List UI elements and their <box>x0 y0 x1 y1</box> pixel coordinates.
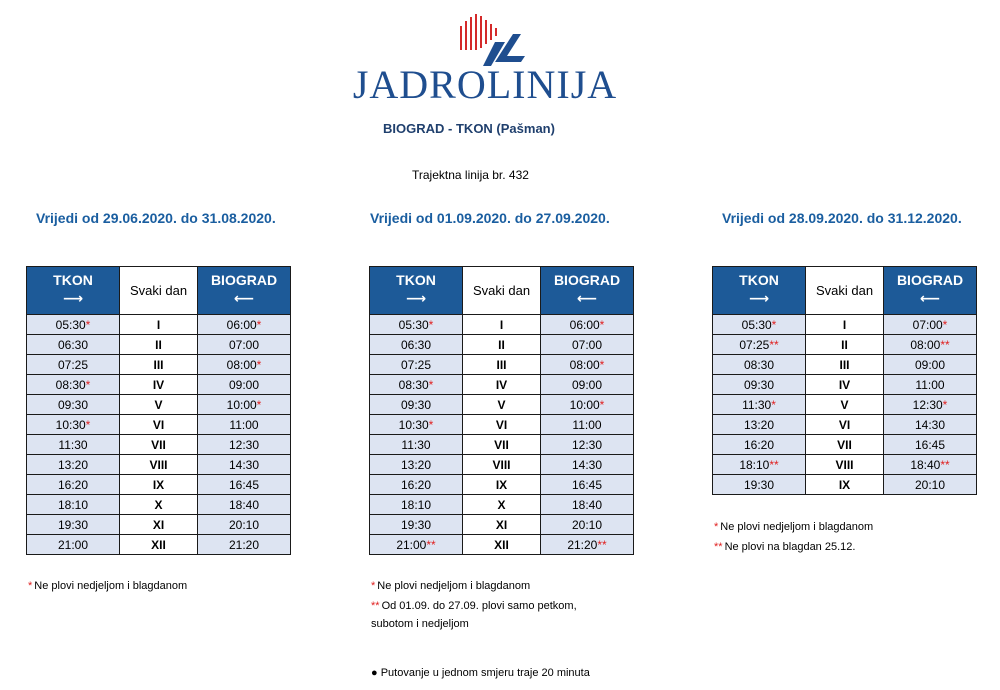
biograd-departure <box>198 515 291 535</box>
departure-number: VII <box>806 435 884 455</box>
biograd-departure <box>541 395 634 415</box>
table-row <box>713 435 977 455</box>
time-value: 09:30 <box>743 377 775 392</box>
table-row <box>27 455 291 475</box>
footnote-mark: ** <box>426 537 436 552</box>
arrow-left-icon: ⟵ <box>576 290 598 306</box>
header-tkon-label: TKON <box>396 272 436 288</box>
tkon-departure <box>713 375 806 395</box>
header-biograd-label: BIOGRAD <box>553 272 621 288</box>
table-row <box>713 335 977 355</box>
departure-number: VI <box>463 415 541 435</box>
footnote-mark: ** <box>371 600 380 612</box>
table-row <box>27 375 291 395</box>
time-value: 13:20 <box>743 417 775 432</box>
time-value: 05:30 <box>741 317 772 332</box>
footnote <box>714 518 974 536</box>
time-value: 21:00 <box>57 537 89 552</box>
table-row <box>370 495 634 515</box>
bullet-icon: ● <box>371 667 378 679</box>
departure-number: VI <box>120 415 198 435</box>
time-value: 20:10 <box>571 517 603 532</box>
tkon-departure <box>27 475 120 495</box>
footnote-mark: * <box>599 397 605 412</box>
departure-number: II <box>120 335 198 355</box>
time-value: 19:30 <box>743 477 775 492</box>
biograd-departure <box>884 355 977 375</box>
footnote-mark: ** <box>940 337 950 352</box>
time-value: 18:10 <box>57 497 89 512</box>
tkon-departure <box>27 415 120 435</box>
travel-time-text: Putovanje u jednom smjeru traje 20 minuta <box>380 667 590 679</box>
time-value: 13:20 <box>57 457 89 472</box>
time-value: 11:00 <box>229 417 259 432</box>
departure-number: II <box>463 335 541 355</box>
time-value: 19:30 <box>57 517 89 532</box>
biograd-departure <box>541 495 634 515</box>
time-value: 09:00 <box>914 357 946 372</box>
tkon-departure <box>370 475 463 495</box>
table-row <box>370 535 634 555</box>
validity-title: Vrijedi od 28.09.2020. do 31.12.2020. <box>722 210 962 226</box>
time-value: 12:30 <box>912 397 943 412</box>
table-row <box>713 415 977 435</box>
time-value: 11:30 <box>742 397 772 412</box>
tkon-departure <box>27 515 120 535</box>
time-value: 18:10 <box>739 457 770 472</box>
biograd-departure <box>541 535 634 555</box>
departure-number: XII <box>463 535 541 555</box>
arrow-left-icon: ⟵ <box>233 290 255 306</box>
time-value: 07:00 <box>912 317 943 332</box>
departure-number: III <box>120 355 198 375</box>
departure-number: XI <box>463 515 541 535</box>
tkon-departure <box>370 455 463 475</box>
departure-number: IX <box>806 475 884 495</box>
biograd-departure <box>198 415 291 435</box>
table-row <box>27 435 291 455</box>
time-value: 09:00 <box>571 377 603 392</box>
biograd-departure <box>198 355 291 375</box>
footnote-mark: * <box>85 317 91 332</box>
time-value: 07:25 <box>739 337 770 352</box>
tkon-departure <box>27 455 120 475</box>
time-value: 06:00 <box>569 317 600 332</box>
time-value: 05:30 <box>55 317 86 332</box>
table-row <box>370 435 634 455</box>
tkon-departure <box>713 415 806 435</box>
time-value: 08:30 <box>398 377 429 392</box>
footnote-mark: * <box>256 397 262 412</box>
time-value: 08:00 <box>226 357 257 372</box>
table-row <box>713 375 977 395</box>
biograd-departure <box>541 315 634 335</box>
time-value: 14:30 <box>571 457 603 472</box>
departure-number: IV <box>463 375 541 395</box>
table-row <box>370 315 634 335</box>
time-value: 07:25 <box>400 357 432 372</box>
header-svaki-dan: Svaki dan <box>806 267 884 315</box>
biograd-departure <box>198 495 291 515</box>
timetable <box>369 266 634 555</box>
footnote <box>714 538 974 556</box>
tkon-departure <box>27 535 120 555</box>
table-row <box>713 395 977 415</box>
tkon-departure <box>713 355 806 375</box>
departure-number: IV <box>120 375 198 395</box>
time-value: 14:30 <box>914 417 946 432</box>
time-value: 09:30 <box>57 397 89 412</box>
time-value: 19:30 <box>400 517 432 532</box>
tkon-departure <box>713 395 806 415</box>
footnote-mark: * <box>942 397 948 412</box>
biograd-departure <box>541 375 634 395</box>
biograd-departure <box>541 455 634 475</box>
departure-number: XII <box>120 535 198 555</box>
departure-number: V <box>463 395 541 415</box>
biograd-departure <box>198 375 291 395</box>
table-row <box>27 475 291 495</box>
header-row <box>370 267 634 315</box>
biograd-departure <box>198 395 291 415</box>
footnote-mark: ** <box>940 457 950 472</box>
tkon-departure <box>370 395 463 415</box>
departure-number: IX <box>463 475 541 495</box>
time-value: 08:30 <box>55 377 86 392</box>
time-value: 18:40 <box>228 497 260 512</box>
tkon-departure <box>370 315 463 335</box>
tkon-departure <box>370 495 463 515</box>
header-tkon <box>370 267 463 315</box>
time-value: 11:00 <box>915 377 945 392</box>
biograd-departure <box>198 455 291 475</box>
biograd-departure <box>541 335 634 355</box>
time-value: 11:30 <box>401 437 431 452</box>
tkon-departure <box>370 415 463 435</box>
tkon-departure <box>713 455 806 475</box>
departure-number: X <box>120 495 198 515</box>
footnote-mark: * <box>256 317 262 332</box>
departure-number: I <box>806 315 884 335</box>
tkon-departure <box>27 435 120 455</box>
footnotes <box>371 577 616 635</box>
footnote-mark: ** <box>597 537 607 552</box>
footnote-mark: ** <box>769 337 779 352</box>
departure-number: IV <box>806 375 884 395</box>
table-row <box>27 355 291 375</box>
time-value: 16:20 <box>57 477 89 492</box>
time-value: 20:10 <box>914 477 946 492</box>
footnote-mark: ** <box>714 541 723 553</box>
footnote-mark: * <box>256 357 262 372</box>
departure-number: I <box>463 315 541 335</box>
footnote-text: Od 01.09. do 27.09. plovi samo petkom, subotom i nedjeljom <box>371 600 577 630</box>
time-value: 14:30 <box>228 457 260 472</box>
validity-title: Vrijedi od 01.09.2020. do 27.09.2020. <box>370 210 610 226</box>
header-biograd <box>541 267 634 315</box>
tkon-departure <box>713 315 806 335</box>
table-row <box>27 395 291 415</box>
table-row <box>27 515 291 535</box>
time-value: 12:30 <box>571 437 603 452</box>
tkon-departure <box>713 435 806 455</box>
biograd-departure <box>198 435 291 455</box>
time-value: 07:25 <box>57 357 89 372</box>
footnote-mark: * <box>942 317 948 332</box>
timetable <box>26 266 291 555</box>
header-svaki-dan: Svaki dan <box>120 267 198 315</box>
time-value: 09:00 <box>228 377 260 392</box>
travel-time-note <box>371 664 590 682</box>
time-value: 05:30 <box>398 317 429 332</box>
table-row <box>27 415 291 435</box>
time-value: 12:30 <box>228 437 260 452</box>
header-biograd <box>198 267 291 315</box>
biograd-departure <box>884 335 977 355</box>
time-value: 07:00 <box>571 337 603 352</box>
arrow-right-icon: ⟶ <box>405 290 427 306</box>
departure-number: I <box>120 315 198 335</box>
header-row <box>713 267 977 315</box>
departure-number: VIII <box>806 455 884 475</box>
departure-number: VI <box>806 415 884 435</box>
tkon-departure <box>370 515 463 535</box>
biograd-departure <box>884 375 977 395</box>
biograd-departure <box>884 395 977 415</box>
line-label: Trajektna linija br. 432 <box>412 168 529 182</box>
time-value: 06:00 <box>226 317 257 332</box>
time-value: 08:30 <box>743 357 775 372</box>
footnote-mark: * <box>371 580 376 592</box>
table-row <box>370 515 634 535</box>
tkon-departure <box>27 375 120 395</box>
tkon-departure <box>27 335 120 355</box>
footnote-mark: * <box>771 317 777 332</box>
footnote-text: Ne plovi nedjeljom i blagdanom <box>34 580 188 592</box>
departure-number: VII <box>120 435 198 455</box>
route-title: BIOGRAD - TKON (Pašman) <box>383 121 555 136</box>
header-svaki-dan: Svaki dan <box>463 267 541 315</box>
arrow-left-icon: ⟵ <box>919 290 941 306</box>
footnotes <box>28 577 328 597</box>
footnote-mark: * <box>428 417 434 432</box>
table-row <box>370 375 634 395</box>
time-value: 18:40 <box>571 497 603 512</box>
time-value: 08:00 <box>569 357 600 372</box>
biograd-departure <box>884 475 977 495</box>
footnote-mark: * <box>28 580 33 592</box>
departure-number: III <box>463 355 541 375</box>
tkon-departure <box>713 335 806 355</box>
biograd-departure <box>198 315 291 335</box>
biograd-departure <box>541 475 634 495</box>
time-value: 10:30 <box>398 417 429 432</box>
header-tkon <box>27 267 120 315</box>
time-value: 16:45 <box>914 437 946 452</box>
header-biograd <box>884 267 977 315</box>
tkon-departure <box>370 435 463 455</box>
table-row <box>27 535 291 555</box>
table-row <box>370 355 634 375</box>
header-row <box>27 267 291 315</box>
departure-number: IX <box>120 475 198 495</box>
header-tkon-label: TKON <box>739 272 779 288</box>
biograd-departure <box>884 415 977 435</box>
validity-title: Vrijedi od 29.06.2020. do 31.08.2020. <box>36 210 276 226</box>
jadrolinija-logo <box>345 12 625 104</box>
logo-wordmark: JADROLINIJA <box>352 62 618 104</box>
footnote-mark: * <box>428 377 434 392</box>
table-row <box>370 395 634 415</box>
table-row <box>27 335 291 355</box>
biograd-departure <box>541 515 634 535</box>
tkon-departure <box>27 495 120 515</box>
time-value: 16:20 <box>743 437 775 452</box>
time-value: 10:00 <box>226 397 257 412</box>
footnote-mark: * <box>428 317 434 332</box>
footnote-text: Ne plovi nedjeljom i blagdanom <box>377 580 531 592</box>
footnote-mark: * <box>714 521 719 533</box>
tkon-departure <box>370 335 463 355</box>
time-value: 06:30 <box>57 337 89 352</box>
table-row <box>713 315 977 335</box>
time-value: 08:00 <box>910 337 941 352</box>
table-row <box>370 415 634 435</box>
tkon-departure <box>27 315 120 335</box>
departure-number: VII <box>463 435 541 455</box>
logo-emblem-icon <box>461 14 525 66</box>
time-value: 18:40 <box>910 457 941 472</box>
footnote-mark: ** <box>769 457 779 472</box>
footnote-mark: * <box>85 377 91 392</box>
biograd-departure <box>884 455 977 475</box>
table-row <box>27 315 291 335</box>
departure-number: X <box>463 495 541 515</box>
footnote <box>371 577 616 595</box>
time-value: 06:30 <box>400 337 432 352</box>
header-biograd-label: BIOGRAD <box>210 272 278 288</box>
footnote-text: Ne plovi nedjeljom i blagdanom <box>720 521 874 533</box>
footnote-text: Ne plovi na blagdan 25.12. <box>724 541 856 553</box>
table-row <box>27 495 291 515</box>
time-value: 07:00 <box>228 337 260 352</box>
header-tkon <box>713 267 806 315</box>
footnote-mark: * <box>771 397 776 412</box>
biograd-departure <box>884 435 977 455</box>
tkon-departure <box>370 355 463 375</box>
time-value: 21:20 <box>567 537 598 552</box>
footnote-mark: * <box>599 317 605 332</box>
table-row <box>370 335 634 355</box>
departure-number: V <box>806 395 884 415</box>
departure-number: XI <box>120 515 198 535</box>
departure-number: VIII <box>120 455 198 475</box>
time-value: 20:10 <box>228 517 260 532</box>
time-value: 11:00 <box>572 417 602 432</box>
arrow-right-icon: ⟶ <box>748 290 770 306</box>
time-value: 10:00 <box>569 397 600 412</box>
biograd-departure <box>541 435 634 455</box>
biograd-departure <box>541 415 634 435</box>
footnote-mark: * <box>599 357 605 372</box>
timetable <box>712 266 977 495</box>
biograd-departure <box>198 335 291 355</box>
time-value: 16:45 <box>571 477 603 492</box>
time-value: 10:30 <box>55 417 86 432</box>
tkon-departure <box>713 475 806 495</box>
departure-number: II <box>806 335 884 355</box>
time-value: 21:00 <box>396 537 427 552</box>
time-value: 16:20 <box>400 477 432 492</box>
departure-number: V <box>120 395 198 415</box>
footnote <box>371 597 616 633</box>
footnote <box>28 577 328 595</box>
arrow-right-icon: ⟶ <box>62 290 84 306</box>
table-row <box>370 475 634 495</box>
tkon-departure <box>370 375 463 395</box>
biograd-departure <box>541 355 634 375</box>
time-value: 21:20 <box>228 537 260 552</box>
time-value: 18:10 <box>400 497 432 512</box>
biograd-departure <box>884 315 977 335</box>
tkon-departure <box>27 355 120 375</box>
footnotes <box>714 518 974 558</box>
biograd-departure <box>198 535 291 555</box>
time-value: 11:30 <box>58 437 88 452</box>
tkon-departure <box>27 395 120 415</box>
departure-number: III <box>806 355 884 375</box>
header-biograd-label: BIOGRAD <box>896 272 964 288</box>
biograd-departure <box>198 475 291 495</box>
time-value: 16:45 <box>228 477 260 492</box>
tkon-departure <box>370 535 463 555</box>
table-row <box>713 455 977 475</box>
time-value: 09:30 <box>400 397 432 412</box>
time-value: 13:20 <box>400 457 432 472</box>
table-row <box>713 355 977 375</box>
departure-number: VIII <box>463 455 541 475</box>
header-tkon-label: TKON <box>53 272 93 288</box>
table-row <box>713 475 977 495</box>
table-row <box>370 455 634 475</box>
footnote-mark: * <box>85 417 91 432</box>
